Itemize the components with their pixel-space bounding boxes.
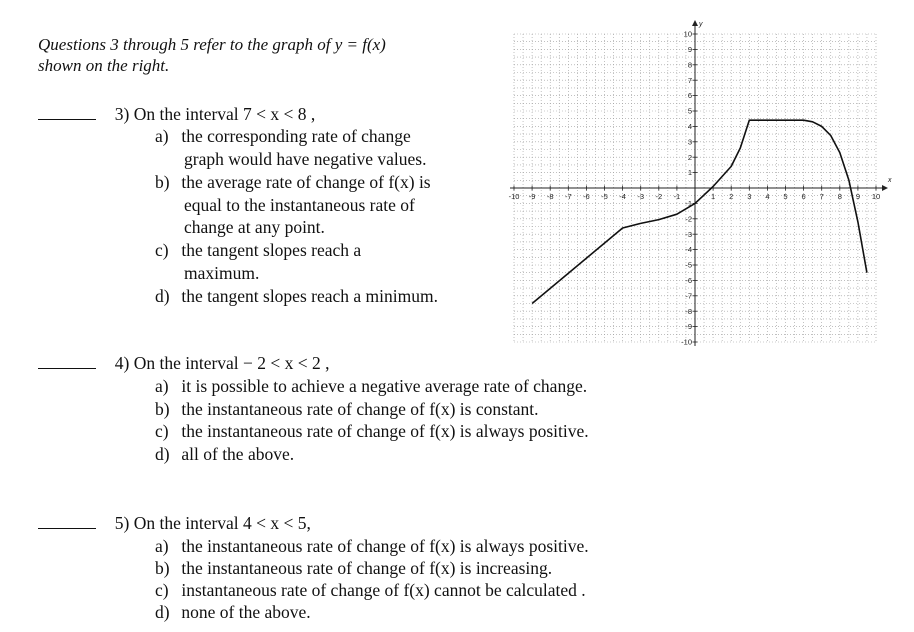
option-letter: a) — [155, 536, 169, 556]
question-3-stem: On the interval 7 < x < 8 , — [133, 104, 316, 124]
option-text: the instantaneous rate of change of f(x) is increasing. — [181, 558, 553, 578]
x-axis-arrow — [882, 185, 888, 191]
y-tick-label: -2 — [685, 214, 692, 224]
option-letter: d) — [155, 602, 170, 622]
option-letter: b) — [155, 172, 170, 192]
x-tick-label: -6 — [583, 192, 590, 201]
q3-option-d — [155, 285, 438, 307]
option-letter: b) — [155, 558, 170, 578]
option-text: the corresponding rate of change — [181, 126, 411, 146]
q4-option-a — [155, 375, 587, 397]
y-tick-label: 10 — [683, 29, 692, 39]
q5-option-b — [155, 557, 552, 579]
x-tick-label: 5 — [783, 192, 788, 201]
y-tick-label: -4 — [685, 245, 692, 255]
question-5-stem: On the interval 4 < x < 5, — [133, 513, 311, 533]
q3-option-b-cont-2: change at any point. — [184, 217, 325, 237]
q3-option-c — [155, 239, 361, 261]
option-letter: a) — [155, 126, 169, 146]
question-4-stem: On the interval − 2 < x < 2 , — [133, 353, 330, 373]
intro-line-2: shown on the right. — [38, 56, 170, 75]
option-letter: d) — [155, 444, 170, 464]
option-text: the instantaneous rate of change of f(x) is always positive. — [181, 421, 589, 441]
q3-option-a-cont: graph would have negative values. — [184, 149, 427, 169]
q3-option-b — [155, 171, 431, 193]
series-line-fx — [532, 120, 867, 303]
option-text: the tangent slopes reach a — [181, 240, 362, 260]
q3-option-a — [155, 125, 411, 147]
x-tick-label: 7 — [819, 192, 824, 201]
y-tick-label: -7 — [685, 291, 692, 301]
function-graph — [500, 18, 900, 348]
y-axis-label: y — [699, 21, 703, 28]
y-tick-label: -10 — [681, 337, 692, 347]
y-tick-label: -3 — [685, 229, 692, 239]
y-tick-label: 5 — [687, 106, 692, 116]
x-tick-label: -3 — [637, 192, 645, 201]
option-letter: b) — [155, 399, 170, 419]
x-tick-label: 9 — [855, 192, 860, 201]
option-text: all of the above. — [181, 444, 295, 464]
q5-option-d — [155, 601, 311, 623]
q4-option-c — [155, 420, 589, 442]
y-tick-label: -1 — [685, 199, 692, 208]
option-text: instantaneous rate of change of f(x) cannot be calculated . — [181, 580, 586, 600]
x-tick-label: 10 — [871, 192, 881, 201]
q4-option-b — [155, 398, 539, 420]
answer-blank-q5[interactable] — [38, 527, 96, 529]
y-tick-label: 1 — [687, 168, 692, 178]
x-tick-label: -9 — [528, 192, 536, 201]
option-text: none of the above. — [181, 602, 311, 622]
x-tick-label: 8 — [837, 192, 842, 201]
q5-option-a — [155, 535, 589, 557]
option-letter: c) — [155, 421, 169, 441]
question-4-stem-row — [38, 352, 330, 374]
x-tick-label: -7 — [564, 192, 572, 201]
option-letter: a) — [155, 376, 169, 396]
question-4-number: 4) — [114, 353, 130, 373]
question-3-number: 3) — [114, 104, 130, 124]
x-tick-label: -8 — [546, 192, 554, 201]
x-tick-label: 3 — [747, 192, 752, 201]
y-tick-label: -8 — [685, 306, 692, 316]
y-tick-label: -5 — [685, 260, 692, 270]
x-tick-label: -5 — [601, 192, 608, 201]
y-axis-arrow — [692, 20, 698, 26]
q4-option-d — [155, 443, 294, 465]
x-tick-label: 2 — [729, 192, 734, 201]
y-tick-label: 2 — [687, 152, 692, 162]
answer-blank-q4[interactable] — [38, 367, 96, 369]
y-tick-label: -9 — [685, 322, 692, 332]
x-tick-label: -10 — [508, 192, 520, 201]
option-letter: c) — [155, 240, 169, 260]
y-tick-label: 9 — [687, 45, 692, 54]
x-tick-label: 4 — [765, 192, 770, 201]
q5-option-c — [155, 579, 586, 601]
answer-blank-q3[interactable] — [38, 118, 96, 120]
x-tick-label: -4 — [619, 192, 626, 201]
intro-line-1: Questions 3 through 5 refer to the graph of y = f(x) — [38, 35, 386, 54]
x-tick-label: -1 — [673, 192, 681, 201]
option-letter: d) — [155, 286, 170, 306]
x-tick-label: -2 — [655, 192, 663, 201]
q3-option-b-cont-1: equal to the instantaneous rate of — [184, 195, 415, 215]
option-text: the instantaneous rate of change of f(x) is always positive. — [181, 536, 589, 556]
option-letter: c) — [155, 580, 169, 600]
y-tick-label: -6 — [685, 276, 692, 285]
q3-option-c-cont: maximum. — [184, 263, 260, 283]
y-tick-label: 6 — [687, 91, 692, 101]
x-tick-label: 1 — [711, 192, 716, 201]
option-text: it is possible to achieve a negative average rate of change. — [181, 376, 588, 396]
question-5-number: 5) — [114, 513, 130, 533]
x-axis-label: x — [888, 177, 892, 184]
y-tick-label: 3 — [687, 137, 692, 147]
question-3-stem-row — [38, 103, 315, 125]
option-text: the tangent slopes reach a minimum. — [181, 286, 438, 306]
y-tick-label: 8 — [687, 60, 692, 70]
y-tick-label: 7 — [687, 75, 692, 85]
question-5-stem-row — [38, 512, 311, 534]
x-tick-label: 6 — [801, 192, 806, 201]
intro-text — [38, 34, 386, 76]
y-tick-label: 4 — [687, 122, 692, 131]
option-text: the instantaneous rate of change of f(x) is constant. — [181, 399, 539, 419]
option-text: the average rate of change of f(x) is — [181, 172, 431, 192]
